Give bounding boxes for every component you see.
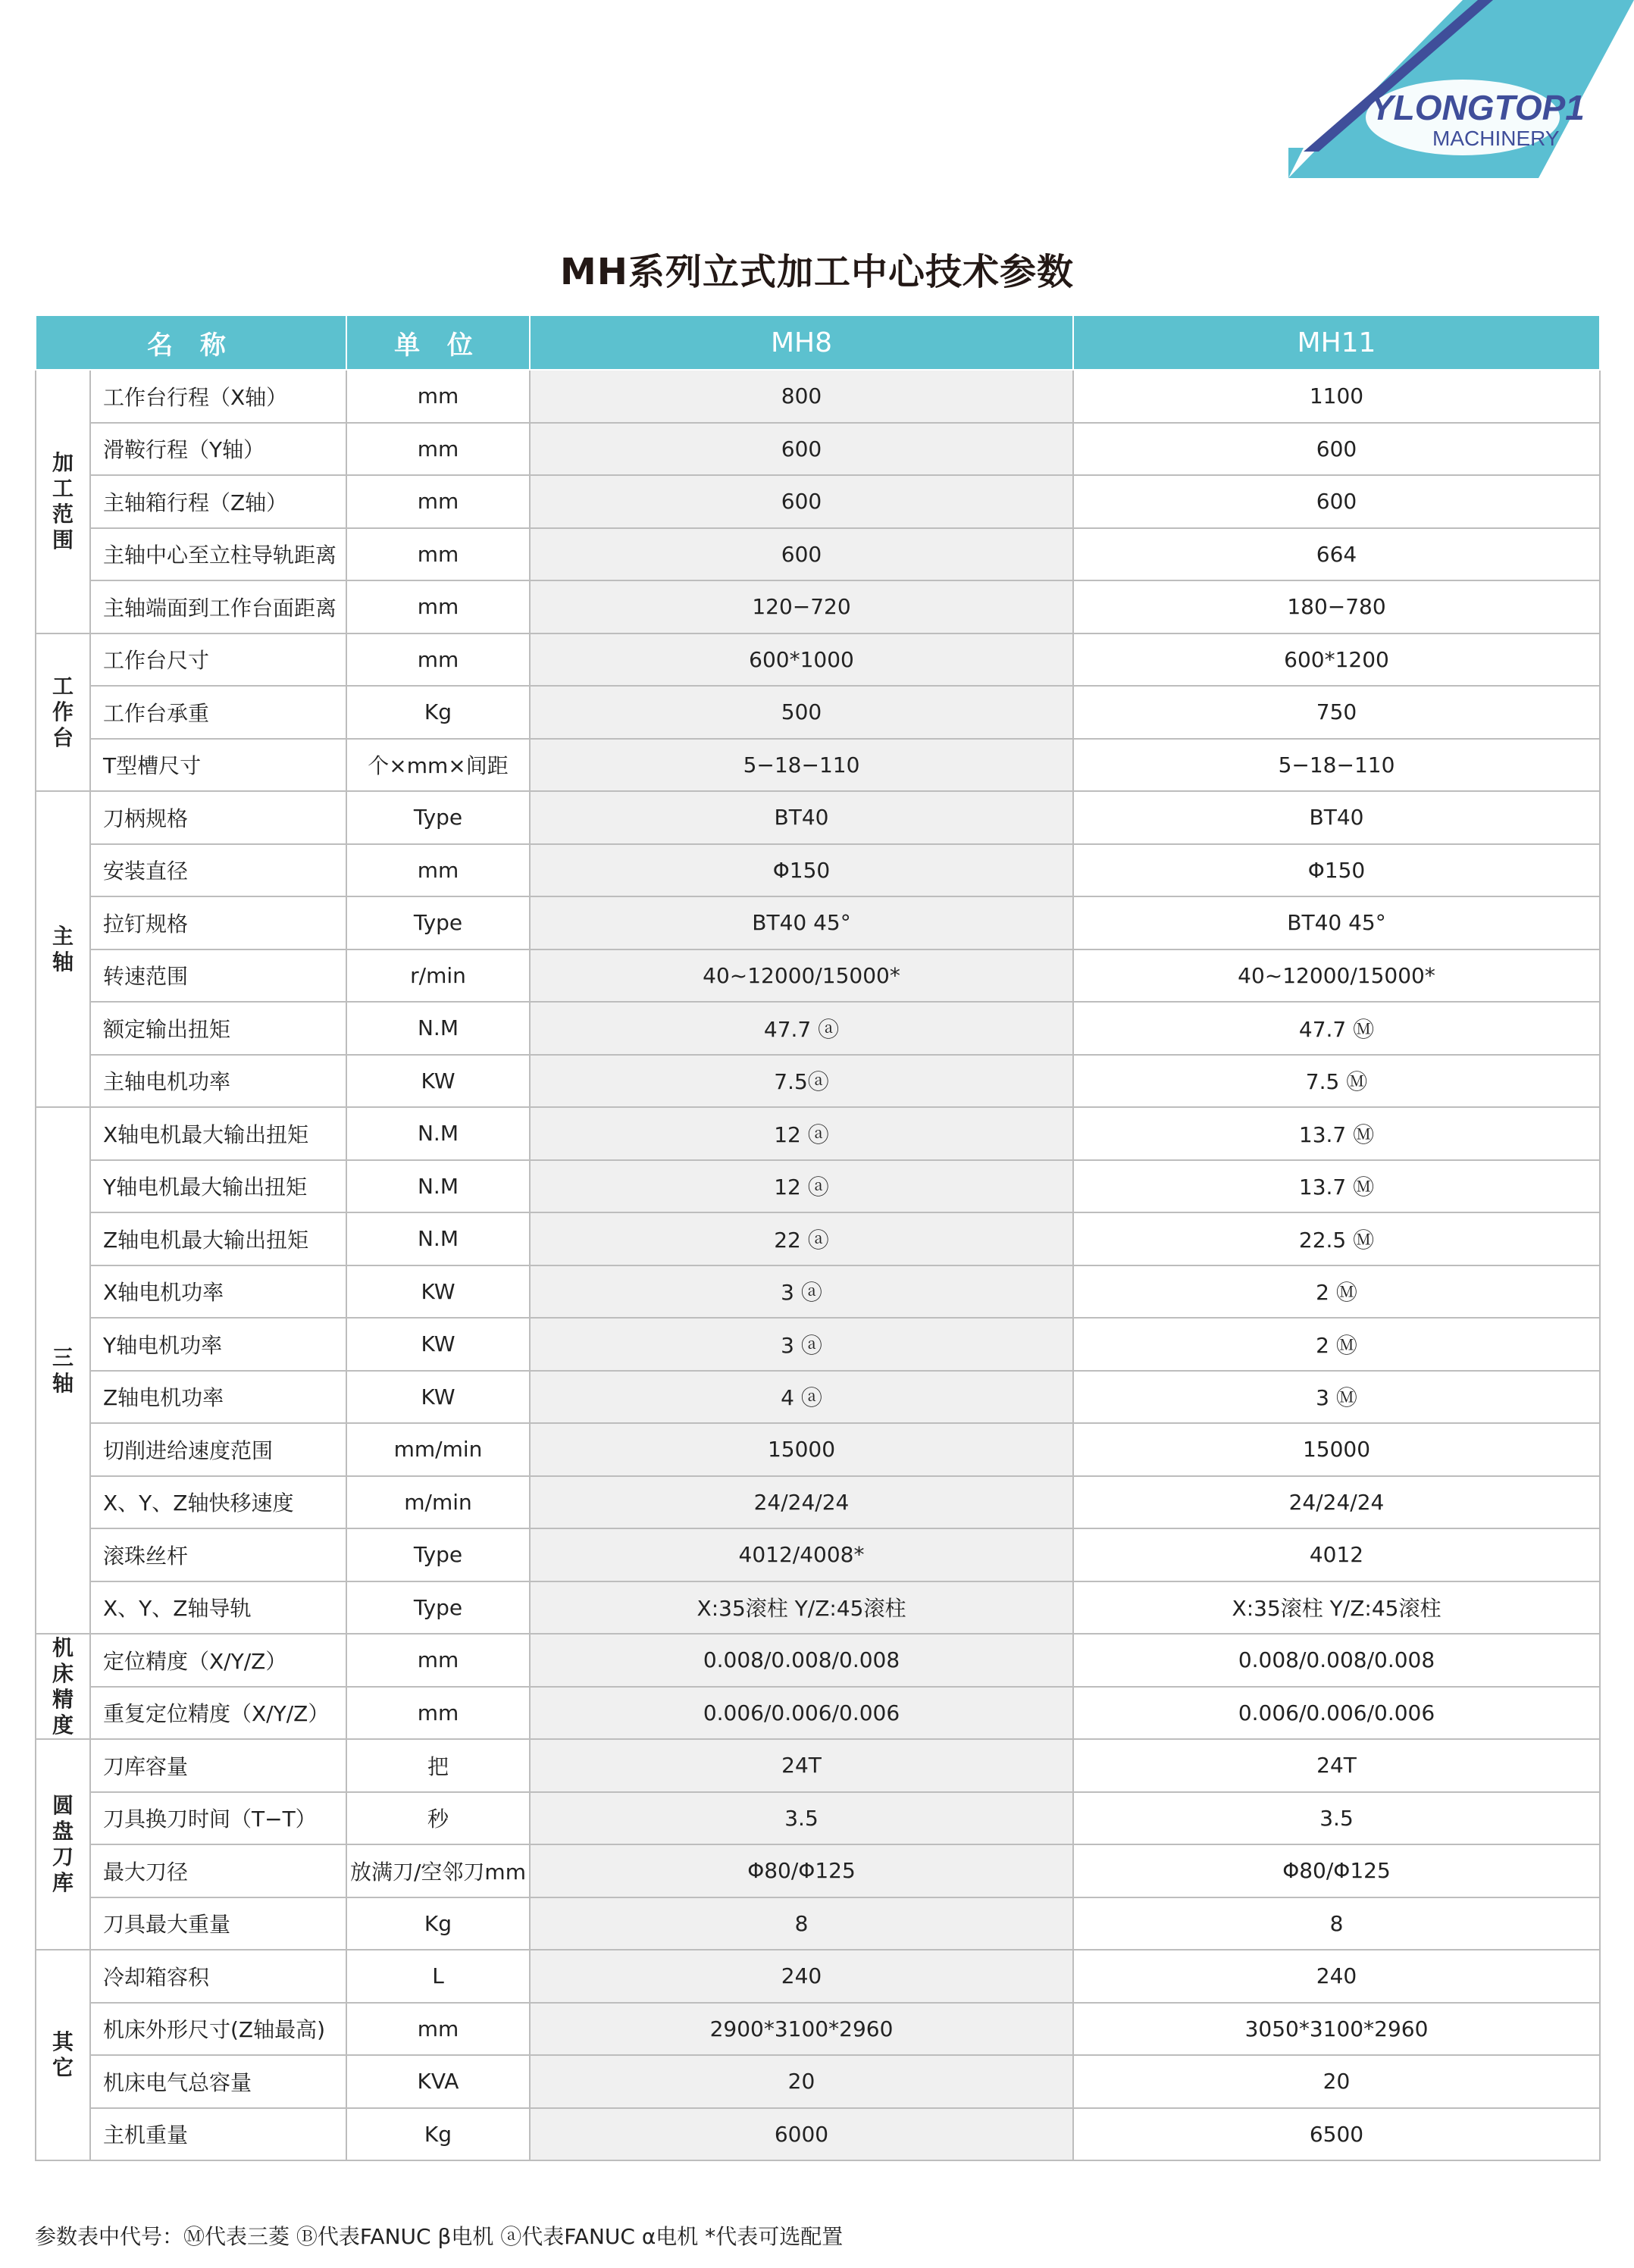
row-mh8-value: 800 xyxy=(530,370,1073,423)
row-mh11-value: 3050*3100*2960 xyxy=(1073,2003,1600,2056)
row-mh8-value: 3 ⓐ xyxy=(530,1318,1073,1371)
table-row xyxy=(36,528,1600,581)
group-label-text: 主 轴 xyxy=(52,923,74,974)
row-mh11-value: 3.5 xyxy=(1073,1792,1600,1845)
row-name: Y轴电机最大输出扭矩 xyxy=(90,1160,346,1213)
row-unit: KW xyxy=(346,1265,530,1319)
row-unit: N.M xyxy=(346,1212,530,1265)
row-mh11-value: 5−18−110 xyxy=(1073,739,1600,792)
row-unit: N.M xyxy=(346,1002,530,1055)
row-mh8-value: 3 ⓐ xyxy=(530,1265,1073,1319)
row-name: 定位精度（X/Y/Z） xyxy=(90,1634,346,1687)
row-unit: L xyxy=(346,1950,530,2003)
row-name: 冷却箱容积 xyxy=(90,1950,346,2003)
row-mh8-value: 22 ⓐ xyxy=(530,1212,1073,1265)
row-mh11-value: BT40 xyxy=(1073,791,1600,844)
table-row xyxy=(36,1739,1600,1792)
table-row xyxy=(36,1687,1600,1740)
row-mh11-value: 13.7 Ⓜ xyxy=(1073,1160,1600,1213)
row-mh8-value: 4012/4008* xyxy=(530,1528,1073,1581)
row-mh8-value: 15000 xyxy=(530,1423,1073,1476)
table-row xyxy=(36,1002,1600,1055)
header-mh8: MH8 xyxy=(530,315,1073,370)
table-row xyxy=(36,1160,1600,1213)
row-mh11-value: 600*1200 xyxy=(1073,633,1600,687)
page-title: MH系列立式加工中心技术参数 xyxy=(560,251,1074,293)
group-label xyxy=(36,1107,90,1634)
row-name: 重复定位精度（X/Y/Z） xyxy=(90,1687,346,1740)
header-unit: 单 位 xyxy=(346,315,530,370)
row-mh8-value: 8 xyxy=(530,1897,1073,1950)
table-row xyxy=(36,1844,1600,1897)
row-name: Z轴电机功率 xyxy=(90,1371,346,1424)
table-row xyxy=(36,686,1600,739)
row-mh8-value: 12 ⓐ xyxy=(530,1160,1073,1213)
row-mh11-value: 24/24/24 xyxy=(1073,1476,1600,1529)
row-mh8-value: 24T xyxy=(530,1739,1073,1792)
row-mh11-value: 7.5 Ⓜ xyxy=(1073,1055,1600,1108)
table-row xyxy=(36,475,1600,528)
row-name: 主轴电机功率 xyxy=(90,1055,346,1108)
row-unit: mm xyxy=(346,2003,530,2056)
row-mh11-value: 15000 xyxy=(1073,1423,1600,1476)
row-name: 主轴端面到工作台面距离 xyxy=(90,580,346,633)
row-mh11-value: 2 Ⓜ xyxy=(1073,1318,1600,1371)
row-name: Y轴电机功率 xyxy=(90,1318,346,1371)
company-logo xyxy=(1288,0,1634,182)
row-mh8-value: BT40 45° xyxy=(530,896,1073,949)
row-mh8-value: 5−18−110 xyxy=(530,739,1073,792)
row-unit: mm xyxy=(346,844,530,897)
row-mh11-value: 13.7 Ⓜ xyxy=(1073,1107,1600,1160)
row-name: 拉钉规格 xyxy=(90,896,346,949)
row-name: T型槽尺寸 xyxy=(90,739,346,792)
row-mh8-value: 20 xyxy=(530,2055,1073,2108)
row-name: 刀具换刀时间（T−T） xyxy=(90,1792,346,1845)
row-mh8-value: 7.5ⓐ xyxy=(530,1055,1073,1108)
group-label xyxy=(36,1634,90,1739)
row-mh11-value: X:35滚柱 Y/Z:45滚柱 xyxy=(1073,1581,1600,1635)
table-row xyxy=(36,1212,1600,1265)
group-label-text: 机 床 精 度 xyxy=(52,1635,74,1738)
table-row xyxy=(36,370,1600,423)
row-unit: KW xyxy=(346,1318,530,1371)
table-row xyxy=(36,1423,1600,1476)
row-mh8-value: 500 xyxy=(530,686,1073,739)
row-mh8-value: 240 xyxy=(530,1950,1073,2003)
row-mh11-value: 20 xyxy=(1073,2055,1600,2108)
table-header-row xyxy=(36,315,1600,370)
spec-table-body xyxy=(36,370,1600,2160)
group-label xyxy=(36,1739,90,1950)
table-row xyxy=(36,1476,1600,1529)
row-mh11-value: 6500 xyxy=(1073,2108,1600,2161)
row-name: 转速范围 xyxy=(90,949,346,1003)
table-row xyxy=(36,844,1600,897)
row-mh8-value: 0.008/0.008/0.008 xyxy=(530,1634,1073,1687)
row-unit: Type xyxy=(346,791,530,844)
table-row xyxy=(36,896,1600,949)
row-mh11-value: 1100 xyxy=(1073,370,1600,423)
row-mh11-value: 3 Ⓜ xyxy=(1073,1371,1600,1424)
row-mh11-value: 24T xyxy=(1073,1739,1600,1792)
row-mh11-value: 180−780 xyxy=(1073,580,1600,633)
row-mh8-value: 6000 xyxy=(530,2108,1073,2161)
row-mh11-value: 8 xyxy=(1073,1897,1600,1950)
table-row xyxy=(36,423,1600,476)
row-name: 滚珠丝杆 xyxy=(90,1528,346,1581)
table-row xyxy=(36,739,1600,792)
row-unit: mm/min xyxy=(346,1423,530,1476)
row-mh8-value: 40~12000/15000* xyxy=(530,949,1073,1003)
row-name: 滑鞍行程（Y轴） xyxy=(90,423,346,476)
row-unit: 放满刀/空邻刀mm xyxy=(346,1844,530,1897)
table-row xyxy=(36,1950,1600,2003)
footnote: 参数表中代号：Ⓜ代表三菱 Ⓑ代表FANUC β电机 ⓐ代表FANUC α电机 *代表可选配置 xyxy=(35,2224,844,2249)
row-name: 刀库容量 xyxy=(90,1739,346,1792)
row-unit: Kg xyxy=(346,2108,530,2161)
row-name: 工作台行程（X轴） xyxy=(90,370,346,423)
row-unit: mm xyxy=(346,1687,530,1740)
row-unit: mm xyxy=(346,423,530,476)
row-name: Z轴电机最大输出扭矩 xyxy=(90,1212,346,1265)
spec-table xyxy=(35,314,1601,2161)
row-mh8-value: 600 xyxy=(530,528,1073,581)
row-mh8-value: 24/24/24 xyxy=(530,1476,1073,1529)
row-unit: 个×mm×间距 xyxy=(346,739,530,792)
row-mh11-value: 750 xyxy=(1073,686,1600,739)
row-mh8-value: Φ150 xyxy=(530,844,1073,897)
table-row xyxy=(36,2055,1600,2108)
table-row xyxy=(36,1265,1600,1319)
row-mh11-value: Φ80/Φ125 xyxy=(1073,1844,1600,1897)
row-mh11-value: 47.7 Ⓜ xyxy=(1073,1002,1600,1055)
row-mh11-value: 664 xyxy=(1073,528,1600,581)
group-label xyxy=(36,791,90,1107)
row-unit: mm xyxy=(346,1634,530,1687)
row-name: 主轴中心至立柱导轨距离 xyxy=(90,528,346,581)
table-row xyxy=(36,1371,1600,1424)
row-unit: r/min xyxy=(346,949,530,1003)
row-name: 机床外形尺寸(Z轴最高) xyxy=(90,2003,346,2056)
row-mh8-value: 0.006/0.006/0.006 xyxy=(530,1687,1073,1740)
row-unit: Kg xyxy=(346,1897,530,1950)
row-unit: N.M xyxy=(346,1107,530,1160)
table-row xyxy=(36,1634,1600,1687)
group-label xyxy=(36,633,90,792)
row-mh8-value: 47.7 ⓐ xyxy=(530,1002,1073,1055)
logo-line2: MACHINERY xyxy=(1432,127,1560,150)
row-name: X轴电机最大输出扭矩 xyxy=(90,1107,346,1160)
row-name: 主轴箱行程（Z轴） xyxy=(90,475,346,528)
group-label xyxy=(36,1950,90,2160)
header-name: 名 称 xyxy=(36,315,346,370)
group-label-text: 其 它 xyxy=(52,2029,74,2080)
table-row xyxy=(36,1318,1600,1371)
logo-line1: YLONGTOP1 xyxy=(1370,88,1585,127)
row-unit: mm xyxy=(346,370,530,423)
row-unit: Type xyxy=(346,896,530,949)
row-mh8-value: 600*1000 xyxy=(530,633,1073,687)
group-label xyxy=(36,370,90,633)
row-unit: N.M xyxy=(346,1160,530,1213)
row-mh8-value: Φ80/Φ125 xyxy=(530,1844,1073,1897)
table-row xyxy=(36,2108,1600,2161)
row-unit: 把 xyxy=(346,1739,530,1792)
row-mh11-value: 0.008/0.008/0.008 xyxy=(1073,1634,1600,1687)
group-label-text: 加 工 范 围 xyxy=(52,449,74,552)
row-mh8-value: 12 ⓐ xyxy=(530,1107,1073,1160)
row-mh11-value: 600 xyxy=(1073,423,1600,476)
row-name: X、Y、Z轴快移速度 xyxy=(90,1476,346,1529)
row-mh8-value: 3.5 xyxy=(530,1792,1073,1845)
table-row xyxy=(36,1792,1600,1845)
table-row xyxy=(36,1055,1600,1108)
row-mh11-value: 22.5 Ⓜ xyxy=(1073,1212,1600,1265)
row-unit: mm xyxy=(346,475,530,528)
table-row xyxy=(36,1528,1600,1581)
row-name: 主机重量 xyxy=(90,2108,346,2161)
row-name: 工作台尺寸 xyxy=(90,633,346,687)
row-mh8-value: BT40 xyxy=(530,791,1073,844)
row-mh8-value: 600 xyxy=(530,475,1073,528)
row-mh11-value: 40~12000/15000* xyxy=(1073,949,1600,1003)
row-name: 最大刀径 xyxy=(90,1844,346,1897)
row-mh11-value: 240 xyxy=(1073,1950,1600,2003)
row-unit: Type xyxy=(346,1528,530,1581)
row-name: 额定输出扭矩 xyxy=(90,1002,346,1055)
group-label-text: 工 作 台 xyxy=(52,673,74,750)
row-mh11-value: 0.006/0.006/0.006 xyxy=(1073,1687,1600,1740)
row-unit: 秒 xyxy=(346,1792,530,1845)
row-name: 安装直径 xyxy=(90,844,346,897)
row-unit: KW xyxy=(346,1371,530,1424)
table-row xyxy=(36,791,1600,844)
table-row xyxy=(36,1107,1600,1160)
row-name: 切削进给速度范围 xyxy=(90,1423,346,1476)
row-name: 工作台承重 xyxy=(90,686,346,739)
row-mh8-value: 120−720 xyxy=(530,580,1073,633)
table-row xyxy=(36,1581,1600,1635)
row-unit: mm xyxy=(346,528,530,581)
row-mh8-value: 2900*3100*2960 xyxy=(530,2003,1073,2056)
row-mh11-value: 600 xyxy=(1073,475,1600,528)
row-unit: KW xyxy=(346,1055,530,1108)
row-mh11-value: Φ150 xyxy=(1073,844,1600,897)
row-mh11-value: 2 Ⓜ xyxy=(1073,1265,1600,1319)
group-label-text: 圆 盘 刀 库 xyxy=(52,1793,74,1895)
row-unit: Type xyxy=(346,1581,530,1635)
row-name: 刀具最大重量 xyxy=(90,1897,346,1950)
row-mh8-value: 4 ⓐ xyxy=(530,1371,1073,1424)
table-row xyxy=(36,949,1600,1003)
header-mh11: MH11 xyxy=(1073,315,1600,370)
row-mh8-value: X:35滚柱 Y/Z:45滚柱 xyxy=(530,1581,1073,1635)
row-name: X轴电机功率 xyxy=(90,1265,346,1319)
table-row xyxy=(36,1897,1600,1950)
row-mh11-value: BT40 45° xyxy=(1073,896,1600,949)
row-unit: mm xyxy=(346,580,530,633)
row-mh8-value: 600 xyxy=(530,423,1073,476)
table-row xyxy=(36,633,1600,687)
row-name: 机床电气总容量 xyxy=(90,2055,346,2108)
table-row xyxy=(36,580,1600,633)
row-unit: m/min xyxy=(346,1476,530,1529)
table-row xyxy=(36,2003,1600,2056)
group-label-text: 三 轴 xyxy=(52,1344,74,1396)
row-mh11-value: 4012 xyxy=(1073,1528,1600,1581)
row-unit: mm xyxy=(346,633,530,687)
row-unit: KVA xyxy=(346,2055,530,2108)
row-name: X、Y、Z轴导轨 xyxy=(90,1581,346,1635)
row-unit: Kg xyxy=(346,686,530,739)
row-name: 刀柄规格 xyxy=(90,791,346,844)
